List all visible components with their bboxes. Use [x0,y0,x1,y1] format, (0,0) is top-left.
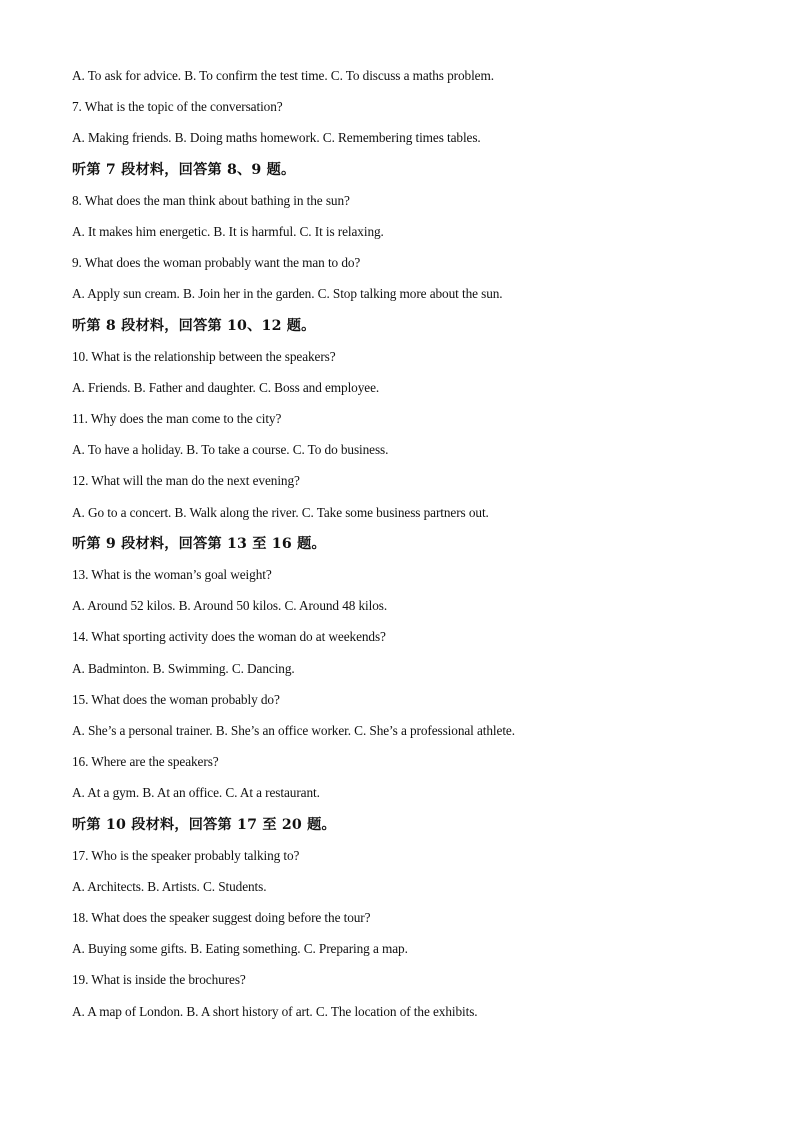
answer-options-q7: A. Making friends. B. Doing maths homework. C. Remembering times tables. [72,130,481,146]
section-heading-9: 听第 9 段材料，回答第 13 至 16 题。 [72,535,326,552]
question-9: 9. What does the woman probably want the man to do? [72,255,361,271]
question-12: 12. What will the man do the next evening? [72,473,300,489]
question-13: 13. What is the woman’s goal weight? [72,567,272,582]
answer-options-q19: A. A map of London. B. A short history of art. C. The location of the exhibits. [72,1003,478,1019]
answer-options-q14: A. Badminton. B. Swimming. C. Dancing. [72,660,295,676]
section-heading-10: 听第 10 段材料，回答第 17 至 20 题。 [72,816,336,833]
answer-options-q10: A. Friends. B. Father and daughter. C. Boss and employee. [72,379,380,395]
question-14: 14. What sporting activity does the woman do at weekends? [72,629,386,645]
answer-options-q9: A. Apply sun cream. B. Join her in the garden. C. Stop talking more about the sun. [72,286,503,302]
section-heading-7: 听第 7 段材料，回答第 8、9 题。 [72,161,296,178]
question-19: 19. What is inside the brochures? [72,972,246,988]
question-15: 15. What does the woman probably do? [72,691,280,707]
answer-options-q11: A. To have a holiday. B. To take a course. C. To do business. [72,442,389,458]
answer-options-q8: A. It makes him energetic. B. It is harmful. C. It is relaxing. [72,223,384,239]
answer-options-q6: A. To ask for advice. B. To confirm the test time. C. To discuss a maths problem. [72,68,494,83]
question-18: 18. What does the speaker suggest doing before the tour? [72,910,371,926]
answer-options-q17: A. Architects. B. Artists. C. Students. [72,878,267,894]
question-11: 11. Why does the man come to the city? [72,411,282,427]
answer-options-q16: A. At a gym. B. At an office. C. At a restaurant. [72,785,320,801]
question-10: 10. What is the relationship between the speakers? [72,348,336,364]
section-heading-8: 听第 8 段材料，回答第 10、12 题。 [72,317,316,334]
answer-options-q13: A. Around 52 kilos. B. Around 50 kilos. C. Around 48 kilos. [72,598,388,614]
answer-options-q12: A. Go to a concert. B. Walk along the river. C. Take some business partners out. [72,504,489,520]
question-8: 8. What does the man think about bathing in the sun? [72,192,350,208]
answer-options-q18: A. Buying some gifts. B. Eating something. C. Preparing a map. [72,941,408,957]
question-16: 16. Where are the speakers? [72,754,219,770]
question-17: 17. Who is the speaker probably talking to? [72,847,300,863]
answer-options-q15: A. She’s a personal trainer. B. She’s an office worker. C. She’s a professional athlete. [72,722,515,738]
exam-page [72,66,752,1033]
question-7: 7. What is the topic of the conversation? [72,99,283,115]
